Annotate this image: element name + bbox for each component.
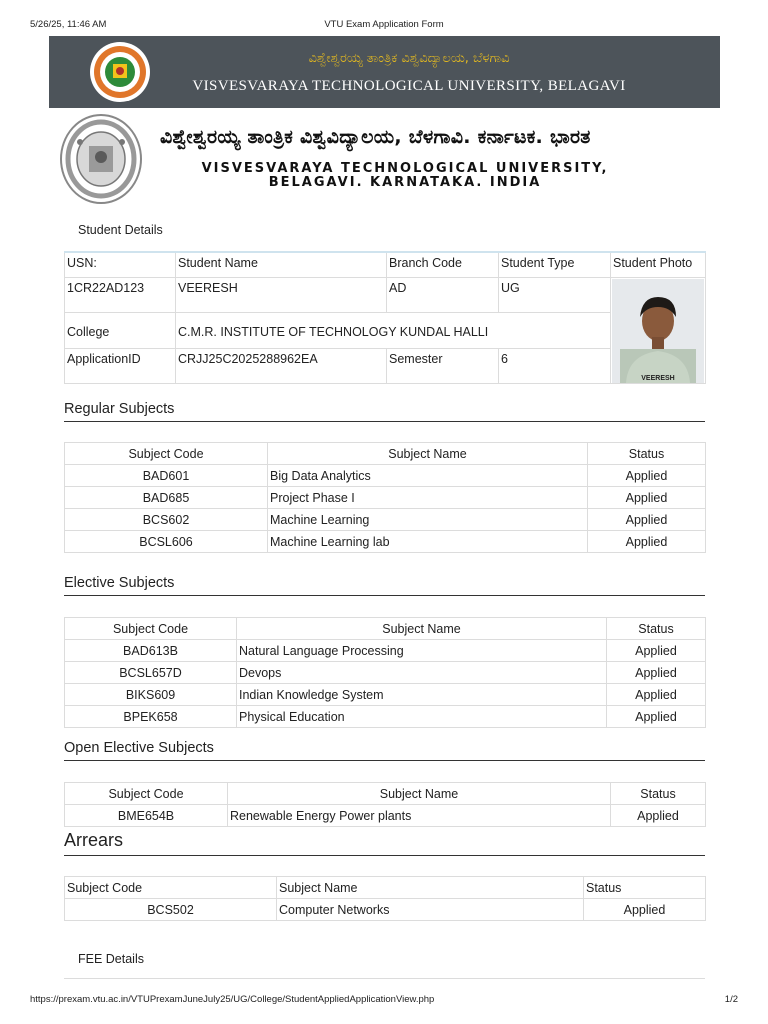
student-header-row — [65, 252, 706, 278]
subject-name-header: Subject Name — [228, 783, 611, 805]
table-header-row — [65, 443, 706, 465]
table-row — [65, 640, 706, 662]
subject-status: Applied — [607, 662, 706, 684]
subject-name-header: Subject Name — [237, 618, 607, 640]
print-title: VTU Exam Application Form — [324, 19, 444, 30]
subject-name-header: Subject Name — [277, 877, 584, 899]
table-row — [65, 487, 706, 509]
subject-name: Machine Learning — [268, 509, 588, 531]
table-row — [65, 684, 706, 706]
student-name-header: Student Name — [176, 252, 387, 278]
table-row — [65, 662, 706, 684]
subject-code-header: Subject Code — [65, 618, 237, 640]
header-english-line2: BELAGAVI. KARNATAKA. INDIA — [268, 175, 542, 190]
table-row — [65, 706, 706, 728]
student-details-label: Student Details — [78, 223, 163, 237]
college-label: College — [65, 313, 176, 348]
student-info-row — [65, 278, 706, 313]
subject-name: Machine Learning lab — [268, 531, 588, 553]
elective-subjects-table — [64, 617, 706, 728]
student-name-value: VEERESH — [176, 278, 387, 313]
print-header — [0, 19, 768, 33]
subject-name: Physical Education — [237, 706, 607, 728]
college-row — [65, 313, 706, 348]
subject-code-header: Subject Code — [65, 783, 228, 805]
photo-caption: VEERESH — [641, 375, 675, 382]
fee-divider — [64, 978, 705, 979]
status-header: Status — [584, 877, 706, 899]
subject-name: Computer Networks — [277, 899, 584, 921]
application-id-value: CRJJ25C2025288962EA — [176, 348, 387, 383]
subject-name: Big Data Analytics — [268, 465, 588, 487]
university-emblem-logo — [58, 112, 144, 206]
subject-status: Applied — [588, 465, 706, 487]
subject-name: Indian Knowledge System — [237, 684, 607, 706]
university-seal-logo — [89, 37, 151, 107]
table-row — [65, 805, 706, 827]
subject-code: BCSL657D — [65, 662, 237, 684]
regular-subjects-table — [64, 442, 706, 553]
table-row — [65, 899, 706, 921]
student-photo — [612, 279, 704, 383]
table-row — [65, 509, 706, 531]
print-url: https://prexam.vtu.ac.in/VTUPrexamJuneJuly25/UG/College/StudentAppliedApplicationView.php — [30, 994, 435, 1005]
subject-code-header: Subject Code — [65, 443, 268, 465]
subject-code-header: Subject Code — [65, 877, 277, 899]
arrears-title: Arrears — [64, 830, 705, 856]
branch-code-value: AD — [387, 278, 499, 313]
subject-code: BAD613B — [65, 640, 237, 662]
application-id-label: ApplicationID — [65, 348, 176, 383]
table-header-row — [65, 618, 706, 640]
subject-code: BCS502 — [65, 899, 277, 921]
regular-subjects-title: Regular Subjects — [64, 401, 705, 422]
usn-value: 1CR22AD123 — [65, 278, 176, 313]
header-kannada-title: ವಿಶ್ವೇಶ್ವರಯ್ಯ ತಾಂತ್ರಿಕ ವಿಶ್ವವಿದ್ಯಾಲಯ, ಬೆಳಗಾವಿ. ಕರ್ನಾಟಕ. ಭಾರತ — [160, 126, 591, 148]
student-photo-header: Student Photo — [611, 252, 706, 278]
subject-name: Natural Language Processing — [237, 640, 607, 662]
subject-code: BME654B — [65, 805, 228, 827]
subject-status: Applied — [607, 706, 706, 728]
banner-kannada-title: ವಿಶ್ವೇಶ್ವರಯ್ಯ ತಾಂತ್ರಿಕ ವಿಶ್ವವಿದ್ಯಾಲಯ, ಬೆಳಗಾವಿ — [308, 51, 510, 66]
table-row — [65, 531, 706, 553]
student-photo-cell — [611, 278, 706, 384]
subject-status: Applied — [584, 899, 706, 921]
subject-name-header: Subject Name — [268, 443, 588, 465]
semester-label: Semester — [387, 348, 499, 383]
student-type-value: UG — [499, 278, 611, 313]
student-details-table — [64, 251, 706, 384]
subject-code: BIKS609 — [65, 684, 237, 706]
banner-english-title: VISVESVARAYA TECHNOLOGICAL UNIVERSITY, BELAGAVI — [192, 78, 626, 94]
open-elective-subjects-table — [64, 782, 706, 827]
status-header: Status — [607, 618, 706, 640]
subject-status: Applied — [588, 487, 706, 509]
table-row — [65, 465, 706, 487]
usn-header: USN: — [65, 252, 176, 278]
subject-code: BCS602 — [65, 509, 268, 531]
subject-name: Renewable Energy Power plants — [228, 805, 611, 827]
print-datetime: 5/26/25, 11:46 AM — [30, 19, 107, 30]
student-type-header: Student Type — [499, 252, 611, 278]
subject-status: Applied — [607, 684, 706, 706]
status-header: Status — [611, 783, 706, 805]
branch-code-header: Branch Code — [387, 252, 499, 278]
page-number: 1/2 — [724, 994, 738, 1005]
subject-code: BAD601 — [65, 465, 268, 487]
subject-name: Project Phase I — [268, 487, 588, 509]
subject-code: BAD685 — [65, 487, 268, 509]
subject-status: Applied — [588, 531, 706, 553]
subject-status: Applied — [588, 509, 706, 531]
elective-subjects-title: Elective Subjects — [64, 575, 705, 596]
subject-code: BPEK658 — [65, 706, 237, 728]
subject-code: BCSL606 — [65, 531, 268, 553]
arrears-table — [64, 876, 706, 921]
application-row — [65, 348, 706, 383]
table-header-row — [65, 877, 706, 899]
subject-status: Applied — [611, 805, 706, 827]
subject-name: Devops — [237, 662, 607, 684]
college-value: C.M.R. INSTITUTE OF TECHNOLOGY KUNDAL HALLI — [176, 313, 611, 348]
university-banner — [49, 36, 720, 108]
semester-value: 6 — [499, 348, 611, 383]
header-english-line1: VISVESVARAYA TECHNOLOGICAL UNIVERSITY, — [201, 161, 609, 176]
table-header-row — [65, 783, 706, 805]
fee-details-label: FEE Details — [78, 952, 144, 966]
status-header: Status — [588, 443, 706, 465]
subject-status: Applied — [607, 640, 706, 662]
open-elective-subjects-title: Open Elective Subjects — [64, 740, 705, 761]
